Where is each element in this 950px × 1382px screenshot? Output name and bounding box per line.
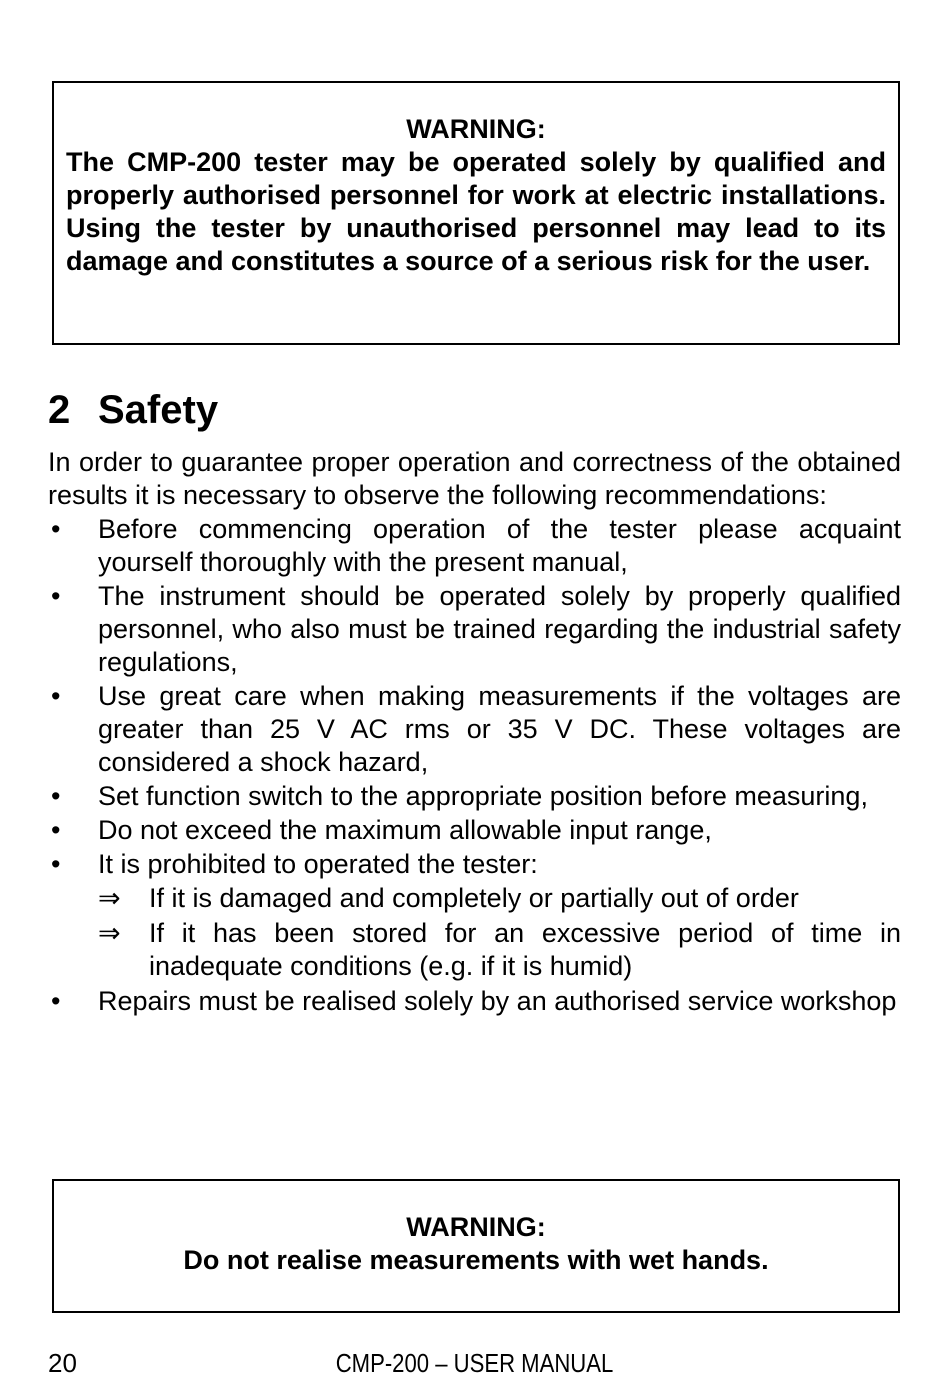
warning-title: WARNING: (406, 1212, 546, 1242)
list-item-text: The instrument should be operated solely by properly qualified personnel, who also must be trained regarding the industrial safety regulations, (98, 581, 901, 677)
list-item (48, 814, 901, 847)
implies-arrow-icon: ⇒ (98, 883, 121, 913)
warning-text: The CMP-200 tester may be operated solely by qualified and properly authorised personnel for work at electric installations. Using the tester by unauthorised personnel may lead to its damage and constitutes a source of a serious risk for the user. (66, 147, 886, 276)
section-heading (48, 384, 901, 436)
list-item-text: Do not exceed the maximum allowable input range, (98, 815, 712, 845)
sub-list-item-text: If it is damaged and completely or partially out of order (149, 883, 799, 913)
list-item-text: Before commencing operation of the tester please acquaint yourself thoroughly with the present manual, (98, 514, 901, 577)
sub-list (98, 882, 901, 983)
list-item (48, 848, 901, 983)
list-item-text: It is prohibited to operated the tester: (98, 849, 538, 879)
list-item-text: Repairs must be realised solely by an authorised service workshop (98, 986, 897, 1016)
bullet-icon: • (51, 815, 61, 845)
section-title: Safety (98, 388, 219, 432)
bullet-icon: • (51, 581, 61, 611)
implies-arrow-icon: ⇒ (98, 918, 121, 948)
warning-box-top (52, 81, 900, 345)
list-item (48, 580, 901, 679)
recommendation-list (48, 513, 901, 1018)
list-item-text: Set function switch to the appropriate position before measuring, (98, 781, 868, 811)
bullet-icon: • (51, 681, 61, 711)
bullet-icon: • (51, 849, 61, 879)
page-number: 20 (48, 1348, 77, 1378)
list-item (48, 780, 901, 813)
list-item (48, 680, 901, 779)
sub-list-item (98, 917, 901, 983)
section-intro: In order to guarantee proper operation and correctness of the obtained results it is necessary to observe the following recommendations: (48, 447, 901, 510)
bullet-icon: • (51, 514, 61, 544)
section-number: 2 (48, 388, 71, 432)
list-item-text: Use great care when making measurements if the voltages are greater than 25 V AC rms or 35 V DC. These voltages are considered a shock hazard, (98, 681, 901, 777)
manual-title: CMP-200 – USER MANUAL (335, 1348, 614, 1378)
page-footer (48, 1346, 901, 1380)
warning-text: Do not realise measurements with wet hands. (183, 1245, 769, 1275)
warning-title: WARNING: (406, 114, 546, 144)
bullet-icon: • (51, 986, 61, 1016)
list-item (48, 513, 901, 579)
warning-box-bottom (52, 1179, 900, 1313)
bullet-icon: • (51, 781, 61, 811)
sub-list-item (98, 882, 901, 915)
list-item (48, 985, 901, 1018)
safety-section (48, 384, 901, 1019)
sub-list-item-text: If it has been stored for an excessive period of time in inadequate conditions (e.g. if it is humid) (149, 918, 901, 981)
